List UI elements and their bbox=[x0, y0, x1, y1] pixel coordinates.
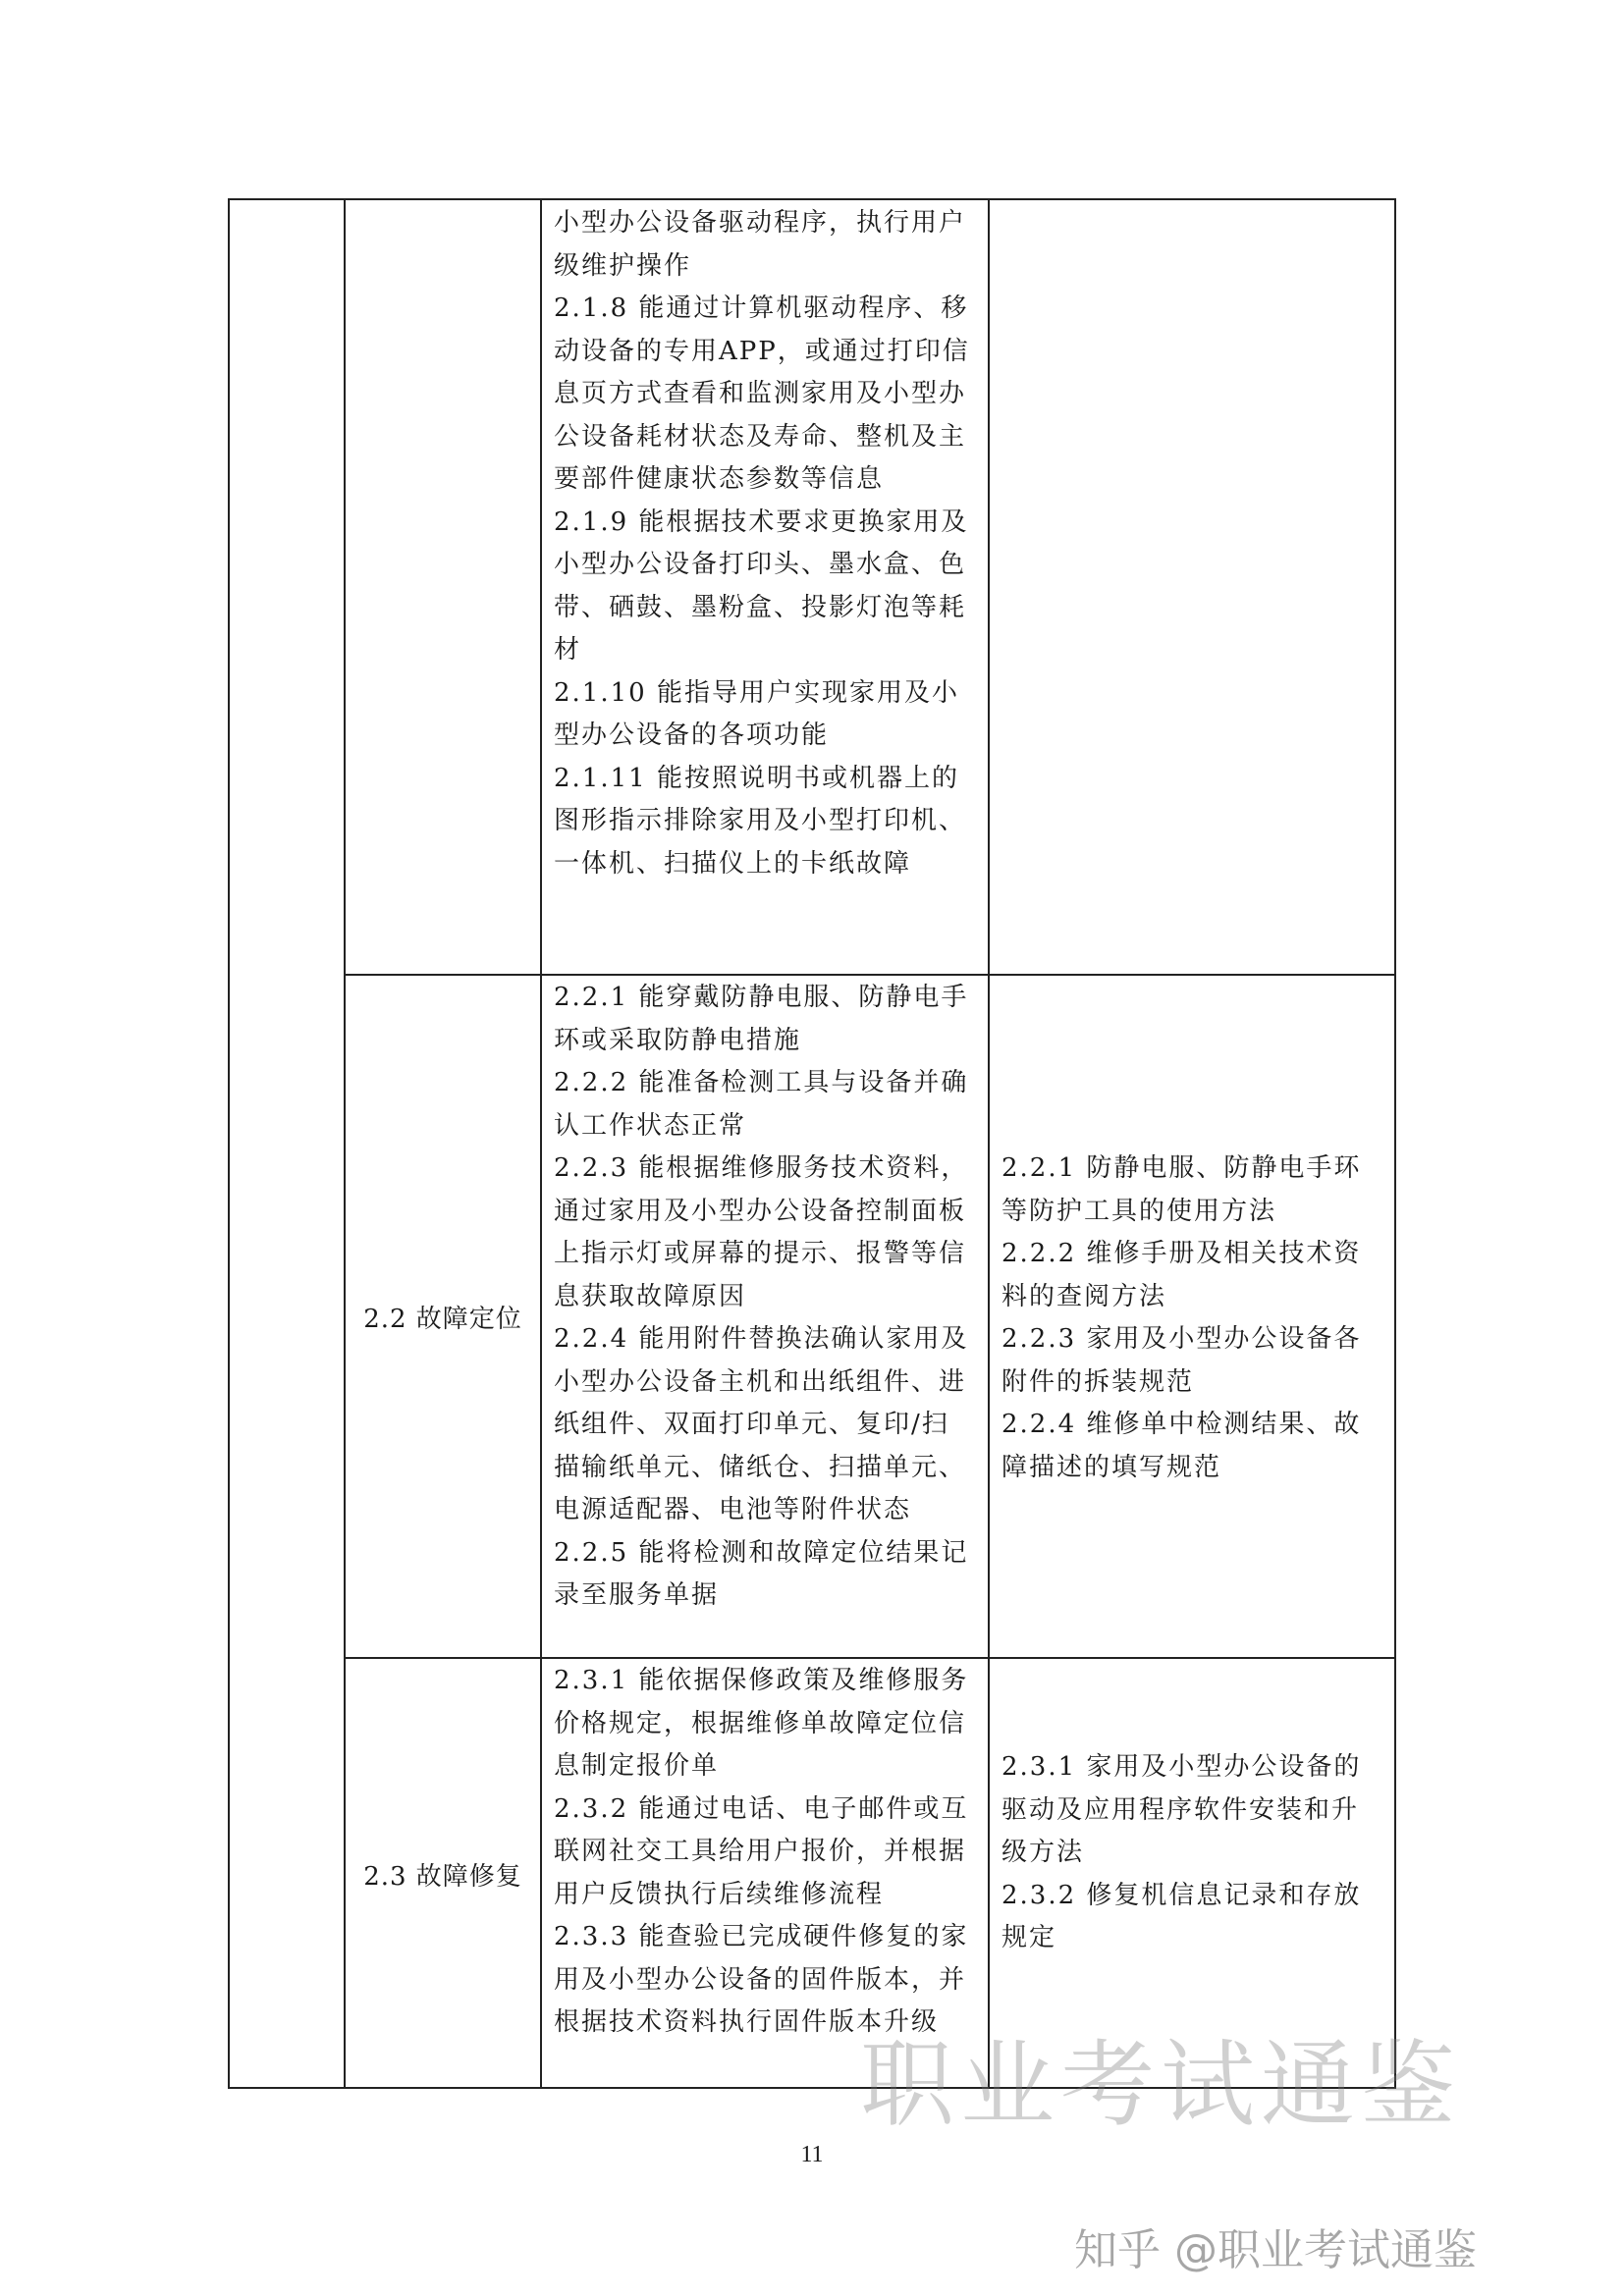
knowledge-cell-fault-location bbox=[990, 1148, 1396, 1489]
skill-item: 2.2.2 能准备检测工具与设备并确认工作状态正常 bbox=[554, 1068, 969, 1141]
skill-cell-continued bbox=[542, 202, 988, 885]
unit-label-fault-repair: 2.3 故障修复 bbox=[363, 1861, 522, 1892]
skill-item: 2.2.4 能用附件替换法确认家用及小型办公设备主机和出纸组件、进纸组件、双面打印单元、复印/扫描输纸单元、储纸仓、扫描单元、电源适配器、电池等附件状态 bbox=[554, 1324, 969, 1524]
skill-cell-fault-repair bbox=[542, 1660, 988, 2045]
skill-item: 2.2.1 能穿戴防静电服、防静电手环或采取防静电措施 bbox=[554, 983, 969, 1055]
skill-item: 2.1.8 能通过计算机驱动程序、移动设备的专用APP，或通过打印信息页方式查看和监测家用及小型办公设备耗材状态及寿命、整机及主要部件健康状态参数等信息 bbox=[554, 294, 970, 494]
skill-item: 2.1.10 能指导用户实现家用及小型办公设备的各项功能 bbox=[554, 677, 959, 750]
knowledge-item: 2.3.2 修复机信息记录和存放规定 bbox=[1001, 1880, 1362, 1952]
knowledge-cell-fault-repair bbox=[990, 1746, 1396, 1960]
unit-label-fault-location: 2.2 故障定位 bbox=[363, 1304, 522, 1334]
skill-item: 小型办公设备驱动程序，执行用户级维护操作 bbox=[554, 208, 967, 281]
skill-item: 2.2.3 能根据维修服务技术资料，通过家用及小型办公设备控制面板上指示灯或屏幕的提示、报警等信息获取故障原因 bbox=[554, 1153, 969, 1311]
skill-item: 2.3.1 能依据保修政策及维修服务价格规定，根据维修单故障定位信息制定报价单 bbox=[554, 1666, 969, 1781]
source-credit: 知乎 @职业考试通鉴 bbox=[1074, 2225, 1477, 2275]
skill-item: 2.3.2 能通过电话、电子邮件或互联网社交工具给用户报价，并根据用户反馈执行后续维修流程 bbox=[554, 1793, 969, 1909]
knowledge-item: 2.2.2 维修手册及相关技术资料的查阅方法 bbox=[1001, 1239, 1362, 1311]
skill-cell-fault-location bbox=[542, 977, 988, 1618]
knowledge-item: 2.2.4 维修单中检测结果、故障描述的填写规范 bbox=[1001, 1410, 1362, 1482]
skill-item: 2.3.3 能查验已完成硬件修复的家用及小型办公设备的固件版本，并根据技术资料执行固件版本升级 bbox=[554, 1922, 969, 2037]
skill-item: 2.2.5 能将检测和故障定位结果记录至服务单据 bbox=[554, 1537, 969, 1610]
standards-table bbox=[228, 198, 1396, 2089]
skill-item: 2.1.9 能根据技术要求更换家用及小型办公设备打印头、墨水盒、色带、硒鼓、墨粉盒、投影灯泡等耗材 bbox=[554, 507, 969, 665]
knowledge-item: 2.2.1 防静电服、防静电手环等防护工具的使用方法 bbox=[1001, 1153, 1362, 1226]
page-number: 11 bbox=[800, 2142, 824, 2167]
knowledge-item: 2.3.1 家用及小型办公设备的驱动及应用程序软件安装和升级方法 bbox=[1001, 1752, 1362, 1867]
knowledge-item: 2.2.3 家用及小型办公设备各附件的拆装规范 bbox=[1001, 1324, 1362, 1397]
skill-item: 2.1.11 能按照说明书或机器上的图形指示排除家用及小型打印机、一体机、扫描仪上的卡纸故障 bbox=[554, 763, 967, 879]
watermark: 职业考试通鉴 bbox=[860, 2030, 1461, 2140]
